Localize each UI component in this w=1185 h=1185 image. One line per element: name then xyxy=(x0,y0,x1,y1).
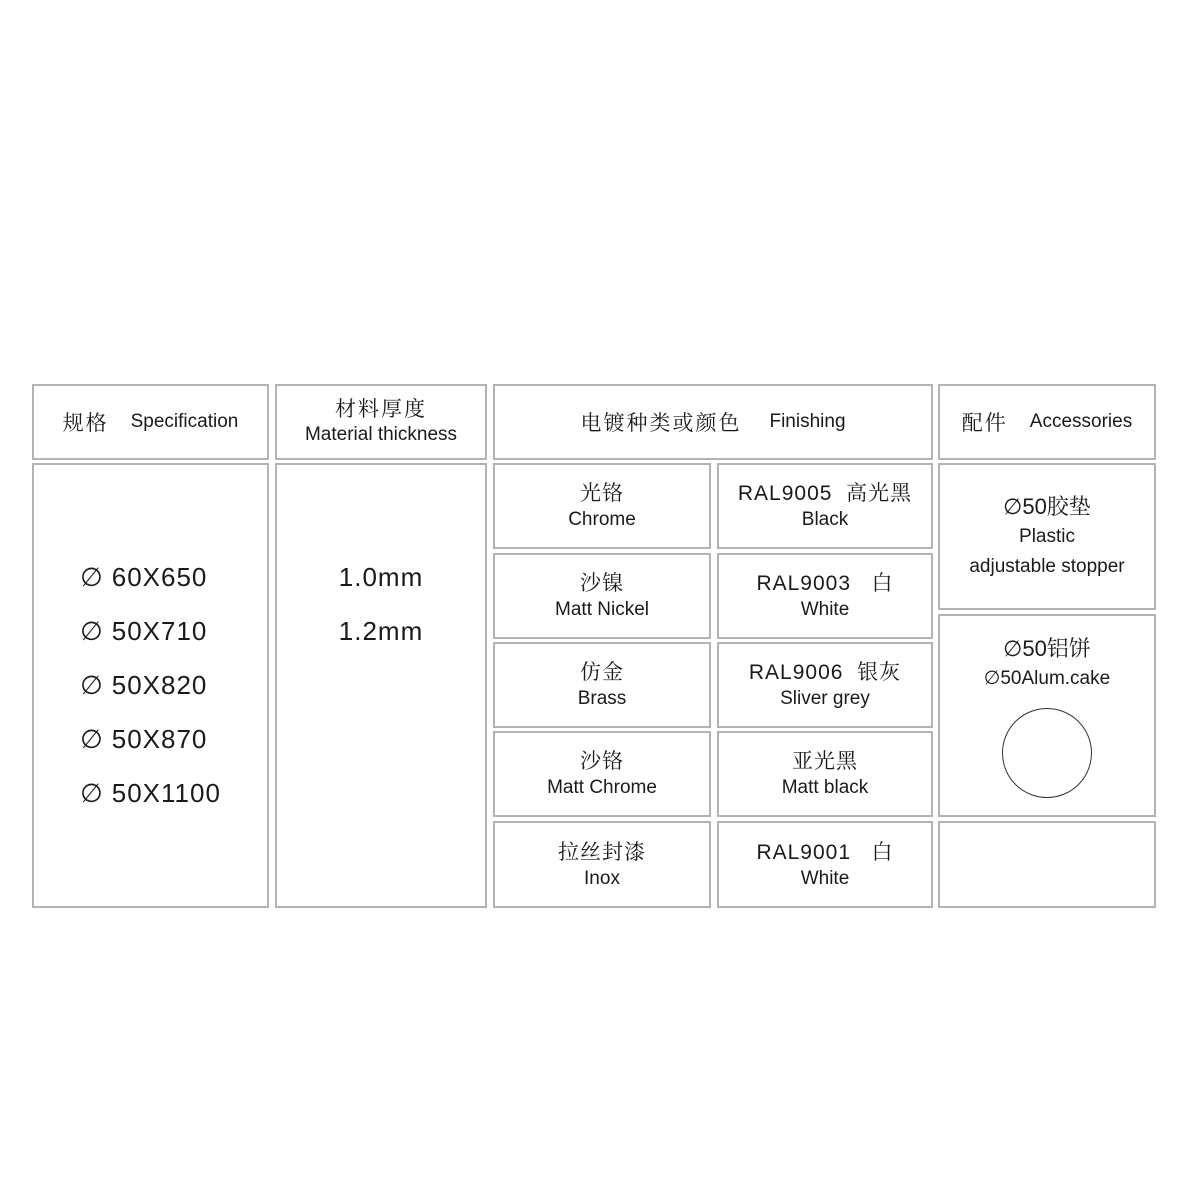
header-finishing-en: Finishing xyxy=(769,411,846,432)
color-en: Black xyxy=(801,509,849,530)
accessory-stopper-line3: adjustable stopper xyxy=(969,555,1125,577)
spec-list xyxy=(80,558,221,814)
color-cell xyxy=(717,553,933,639)
color-en: Matt black xyxy=(781,777,869,798)
color-cn: RAL9006 银灰 xyxy=(748,661,902,684)
spec-value: 50X870 xyxy=(111,724,208,754)
color-cell xyxy=(717,731,933,817)
finish-en: Matt Nickel xyxy=(555,599,649,620)
accessory-stopper-line2: Plastic xyxy=(1019,525,1075,547)
alum-cake-circle-icon xyxy=(1002,708,1092,798)
spec-value: 50X1100 xyxy=(111,778,221,808)
spec-item xyxy=(80,666,207,706)
spec-item xyxy=(80,558,207,598)
color-cn: RAL9001 白 xyxy=(756,840,894,864)
spec-cell xyxy=(32,463,269,908)
thickness-value: 1.2mm xyxy=(338,616,424,646)
header-finishing xyxy=(493,384,933,460)
thickness-cell xyxy=(275,463,487,908)
finish-en: Inox xyxy=(584,867,620,889)
diameter-icon: ∅ xyxy=(80,670,104,700)
spec-value: 60X650 xyxy=(111,562,208,592)
header-accessories xyxy=(938,384,1156,460)
color-en: White xyxy=(800,599,850,620)
finish-en: Chrome xyxy=(568,509,636,530)
thickness-list xyxy=(277,557,485,651)
diameter-icon: ∅ xyxy=(80,778,104,808)
spec-value: 50X710 xyxy=(111,616,208,646)
accessory-cake-line2: ∅50Alum.cake xyxy=(983,668,1111,689)
accessory-cell-empty xyxy=(938,821,1156,908)
color-en: Sliver grey xyxy=(780,688,870,709)
finish-cell xyxy=(493,463,711,549)
thickness-value: 1.0mm xyxy=(338,562,424,592)
diameter-icon: ∅ xyxy=(80,562,104,592)
finish-cell xyxy=(493,821,711,908)
color-cell xyxy=(717,821,933,908)
finish-en: Matt Chrome xyxy=(547,777,657,798)
header-specification xyxy=(32,384,269,460)
diameter-icon: ∅ xyxy=(80,616,104,646)
finish-cn: 沙镍 xyxy=(580,572,624,595)
header-finishing-cn: 电镀种类或颜色 xyxy=(580,411,742,435)
finish-cn: 沙铬 xyxy=(580,750,624,773)
header-thickness-cn: 材料厚度 xyxy=(335,397,427,421)
color-cell xyxy=(717,642,933,728)
header-thickness-en: Material thickness xyxy=(304,424,458,445)
color-en: White xyxy=(800,867,850,889)
accessory-cake-title: ∅50铝饼 xyxy=(1003,636,1091,661)
accessory-cell-stopper xyxy=(938,463,1156,610)
diameter-icon: ∅ xyxy=(80,724,104,754)
color-cell xyxy=(717,463,933,549)
finish-en: Brass xyxy=(577,688,627,709)
header-accessories-cn: 配件 xyxy=(961,411,1008,435)
color-cn: RAL9005 高光黑 xyxy=(737,482,913,505)
finish-cn: 光铬 xyxy=(580,482,624,505)
color-cn: 亚光黑 xyxy=(792,750,858,773)
finish-cn: 拉丝封漆 xyxy=(558,840,646,864)
accessory-cell-alum-cake xyxy=(938,614,1156,817)
header-spec-en: Specification xyxy=(130,411,239,432)
spec-value: 50X820 xyxy=(111,670,208,700)
spec-item xyxy=(80,612,207,652)
finish-cell xyxy=(493,642,711,728)
header-material-thickness xyxy=(275,384,487,460)
finish-cell xyxy=(493,731,711,817)
color-cn: RAL9003 白 xyxy=(756,572,894,595)
header-spec-cn: 规格 xyxy=(62,411,109,435)
finish-cn: 仿金 xyxy=(580,661,624,684)
header-accessories-en: Accessories xyxy=(1029,411,1133,432)
accessory-stopper-title: ∅50胶垫 xyxy=(1003,493,1091,519)
spec-item xyxy=(80,774,221,814)
finish-cell xyxy=(493,553,711,639)
spec-item xyxy=(80,720,207,760)
